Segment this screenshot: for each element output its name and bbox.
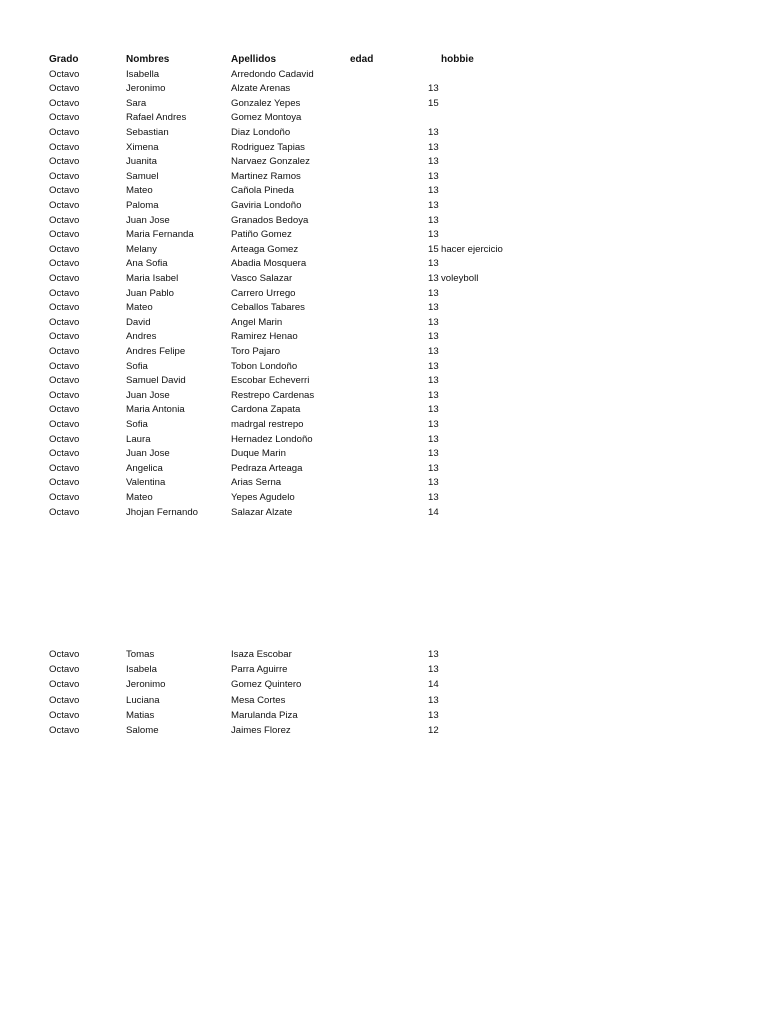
cell-grado: Octavo [49,170,80,182]
cell-nombres: Andres [126,331,157,343]
cell-grado: Octavo [49,404,80,416]
cell-edad: 13 [428,389,439,401]
cell-apellidos: Marulanda Piza [231,709,298,721]
cell-nombres: Luciana [126,694,160,706]
cell-edad: 14 [428,679,439,691]
cell-grado: Octavo [49,199,80,211]
cell-apellidos: Rodriguez Tapias [231,141,305,153]
cell-grado: Octavo [49,287,80,299]
cell-nombres: Maria Isabel [126,272,179,284]
cell-edad: 13 [428,229,439,241]
cell-grado: Octavo [49,389,80,401]
cell-edad: 13 [428,287,439,299]
header-edad: edad [350,54,374,65]
cell-edad: 13 [428,141,439,153]
table-row [0,505,768,520]
cell-edad: 13 [428,199,439,211]
cell-apellidos: Diaz Londoño [231,126,291,138]
cell-edad: 13 [428,694,439,706]
table-row [0,125,768,140]
cell-apellidos: Narvaez Gonzalez [231,156,310,168]
table-row [0,359,768,374]
cell-edad: 13 [428,83,439,95]
cell-nombres: Valentina [126,477,166,489]
cell-grado: Octavo [49,83,80,95]
cell-apellidos: Restrepo Cardenas [231,389,315,401]
cell-grado: Octavo [49,345,80,357]
cell-grado: Octavo [49,68,80,80]
header-apellidos: Apellidos [231,54,277,65]
table-row [0,708,768,723]
cell-apellidos: Ramirez Henao [231,331,298,343]
cell-nombres: Juanita [126,156,157,168]
cell-nombres: Samuel [126,170,159,182]
cell-nombres: Ximena [126,141,159,153]
table-row [0,256,768,271]
cell-nombres: Jeronimo [126,679,166,691]
cell-nombres: Matias [126,709,155,721]
cell-grado: Octavo [49,506,80,518]
cell-nombres: Tomas [126,649,155,660]
cell-grado: Octavo [49,97,80,109]
cell-edad: 13 [428,258,439,270]
cell-grado: Octavo [49,156,80,168]
cell-grado: Octavo [49,331,80,343]
cell-apellidos: Granados Bedoya [231,214,309,226]
cell-grado: Octavo [49,491,80,503]
table-row [0,723,768,738]
cell-apellidos: Pedraza Arteaga [231,462,303,474]
cell-apellidos: Martinez Ramos [231,170,301,182]
cell-apellidos: Ceballos Tabares [231,302,305,314]
cell-grado: Octavo [49,126,80,138]
table-row [0,662,768,677]
table-row [0,300,768,315]
cell-apellidos: Yepes Agudelo [231,491,295,503]
header-row [0,52,768,67]
cell-nombres: Juan Pablo [126,287,175,299]
cell-apellidos: Arteaga Gomez [231,243,299,255]
cell-hobbie: hacer ejercicio [441,243,503,255]
table-row [0,402,768,417]
cell-nombres: Jhojan Fernando [126,506,199,518]
cell-nombres: Ana Sofia [126,258,168,270]
cell-grado: Octavo [49,360,80,372]
cell-apellidos: Angel Marin [231,316,283,328]
table-row [0,475,768,490]
table-row [0,81,768,96]
table-row [0,242,768,257]
cell-grado: Octavo [49,375,80,387]
cell-edad: 13 [428,272,439,284]
cell-nombres: Sofia [126,418,148,430]
cell-edad: 13 [428,185,439,197]
table-row [0,183,768,198]
cell-apellidos: Salazar Alzate [231,506,293,518]
cell-nombres: Salome [126,725,159,736]
cell-edad: 13 [428,331,439,343]
cell-edad: 13 [428,664,439,676]
cell-edad: 13 [428,214,439,226]
cell-nombres: Paloma [126,199,159,211]
cell-apellidos: Cañola Pineda [231,185,294,197]
table-row [0,461,768,476]
cell-grado: Octavo [49,272,80,284]
cell-apellidos: Gaviria Londoño [231,199,302,211]
cell-edad: 13 [428,709,439,721]
cell-apellidos: Abadia Mosquera [231,258,307,270]
table-row [0,67,768,82]
cell-nombres: Juan Jose [126,389,170,401]
cell-grado: Octavo [49,649,80,660]
table-row [0,154,768,169]
cell-apellidos: Arredondo Cadavid [231,68,314,80]
cell-nombres: Mateo [126,491,153,503]
cell-nombres: Sofia [126,360,148,372]
table-row [0,647,768,662]
cell-nombres: Mateo [126,302,153,314]
cell-edad: 13 [428,360,439,372]
cell-grado: Octavo [49,418,80,430]
cell-grado: Octavo [49,433,80,445]
table-row [0,96,768,111]
cell-grado: Octavo [49,229,80,241]
cell-grado: Octavo [49,709,80,721]
cell-apellidos: Isaza Escobar [231,649,292,660]
cell-apellidos: Arias Serna [231,477,282,489]
table-row [0,110,768,125]
cell-nombres: Maria Fernanda [126,229,194,241]
cell-grado: Octavo [49,214,80,226]
cell-apellidos: Parra Aguirre [231,664,288,676]
cell-edad: 13 [428,448,439,460]
cell-apellidos: Gonzalez Yepes [231,97,301,109]
cell-nombres: Juan Jose [126,214,170,226]
cell-edad: 12 [428,725,439,736]
cell-nombres: Angelica [126,462,163,474]
cell-edad: 13 [428,316,439,328]
cell-grado: Octavo [49,243,80,255]
cell-edad: 13 [428,156,439,168]
cell-grado: Octavo [49,141,80,153]
cell-nombres: Samuel David [126,375,186,387]
cell-edad: 13 [428,462,439,474]
cell-edad: 13 [428,418,439,430]
header-hobbie: hobbie [441,54,474,65]
cell-nombres: Andres Felipe [126,345,186,357]
cell-edad: 13 [428,302,439,314]
cell-edad: 13 [428,375,439,387]
cell-apellidos: Vasco Salazar [231,272,293,284]
table-row [0,140,768,155]
table-row [0,693,768,708]
cell-edad: 15 [428,97,439,109]
cell-nombres: Juan Jose [126,448,170,460]
table-row [0,198,768,213]
cell-nombres: Rafael Andres [126,112,187,124]
table-row [0,417,768,432]
cell-edad: 15 [428,243,439,255]
table-row [0,271,768,286]
cell-grado: Octavo [49,679,80,691]
cell-edad: 13 [428,345,439,357]
cell-apellidos: Gomez Quintero [231,679,302,691]
table-row [0,227,768,242]
table-row [0,677,768,692]
cell-grado: Octavo [49,725,80,736]
cell-edad: 13 [428,477,439,489]
cell-edad: 13 [428,170,439,182]
cell-apellidos: Tobon Londoño [231,360,298,372]
cell-hobbie: voleyboll [441,272,479,284]
table-row [0,315,768,330]
header-nombres: Nombres [126,54,170,65]
table-row [0,213,768,228]
table-row [0,373,768,388]
cell-edad: 13 [428,649,439,660]
cell-edad: 14 [428,506,439,518]
cell-nombres: Isabela [126,664,157,676]
cell-nombres: Isabella [126,68,160,80]
cell-grado: Octavo [49,462,80,474]
cell-nombres: Mateo [126,185,153,197]
cell-apellidos: Gomez Montoya [231,112,302,124]
cell-grado: Octavo [49,258,80,270]
table-row [0,490,768,505]
table-row [0,388,768,403]
cell-apellidos: Jaimes Florez [231,725,291,736]
cell-edad: 13 [428,433,439,445]
cell-nombres: David [126,316,151,328]
table-row [0,286,768,301]
cell-edad: 13 [428,126,439,138]
cell-grado: Octavo [49,664,80,676]
cell-grado: Octavo [49,185,80,197]
cell-grado: Octavo [49,694,80,706]
cell-nombres: Sara [126,97,147,109]
cell-apellidos: Cardona Zapata [231,404,301,416]
cell-apellidos: Mesa Cortes [231,694,286,706]
cell-apellidos: Hernadez Londoño [231,433,313,445]
cell-grado: Octavo [49,477,80,489]
cell-grado: Octavo [49,302,80,314]
cell-apellidos: Alzate Arenas [231,83,291,95]
cell-apellidos: Escobar Echeverri [231,375,310,387]
cell-apellidos: Toro Pajaro [231,345,281,357]
cell-apellidos: madrgal restrepo [231,418,304,430]
cell-apellidos: Carrero Urrego [231,287,296,299]
header-grado: Grado [49,54,79,65]
cell-apellidos: Duque Marin [231,448,286,460]
cell-edad: 13 [428,404,439,416]
table-row [0,446,768,461]
table-row [0,344,768,359]
cell-apellidos: Patiño Gomez [231,229,292,241]
cell-nombres: Laura [126,433,151,445]
cell-nombres: Jeronimo [126,83,166,95]
cell-grado: Octavo [49,448,80,460]
cell-grado: Octavo [49,316,80,328]
cell-nombres: Melany [126,243,157,255]
table-row [0,432,768,447]
cell-edad: 13 [428,491,439,503]
cell-nombres: Maria Antonia [126,404,185,416]
table-row [0,169,768,184]
cell-grado: Octavo [49,112,80,124]
cell-nombres: Sebastian [126,126,169,138]
table-row [0,329,768,344]
